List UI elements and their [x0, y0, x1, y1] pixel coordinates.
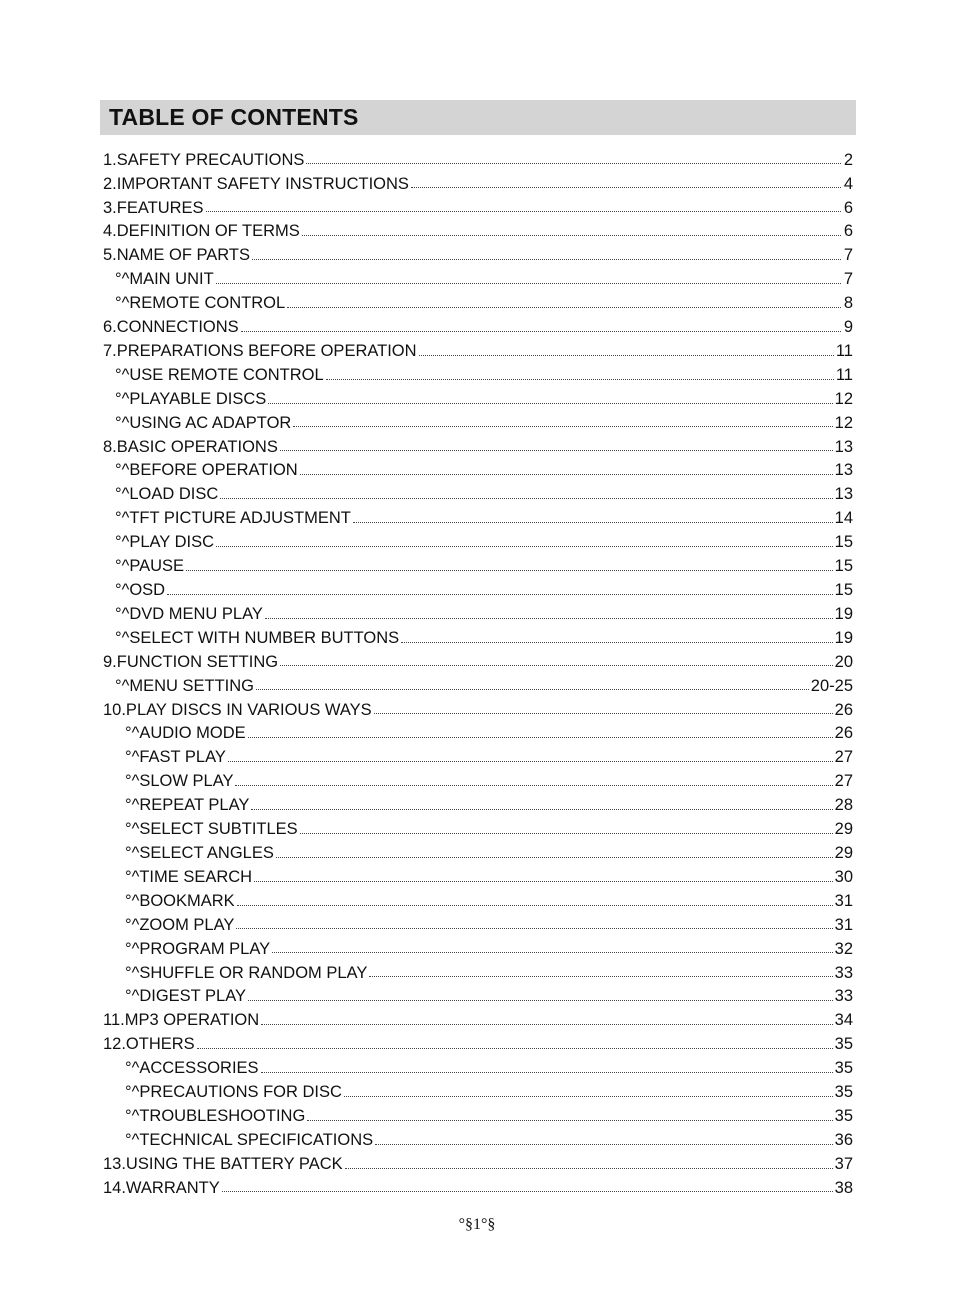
toc-entry-page: 12 — [834, 413, 853, 432]
toc-entry-label: °^ZOOM PLAY — [125, 915, 235, 934]
dot-leader — [401, 642, 832, 643]
toc-entry-page: 4 — [843, 174, 853, 193]
toc-entry-page: 36 — [834, 1130, 853, 1149]
dot-leader — [287, 307, 841, 308]
dot-leader — [220, 498, 832, 499]
toc-entry — [103, 698, 853, 722]
toc-entry-page: 6 — [843, 222, 853, 241]
toc-entry — [103, 315, 853, 339]
toc-entry-page: 19 — [834, 628, 853, 647]
toc-entry-page: 7 — [843, 270, 853, 289]
dot-leader — [228, 761, 833, 762]
toc-entry — [103, 1104, 853, 1128]
toc-entry — [103, 746, 853, 770]
toc-entry — [103, 913, 853, 937]
toc-entry-page: 35 — [834, 1083, 853, 1102]
toc-entry-label: 13.USING THE BATTERY PACK — [103, 1154, 343, 1173]
toc-entry-label: °^TIME SEARCH — [125, 867, 253, 886]
toc-entry — [103, 459, 853, 483]
dot-leader — [248, 737, 833, 738]
toc-entry-label: °^SHUFFLE OR RANDOM PLAY — [125, 963, 368, 982]
dot-leader — [235, 785, 832, 786]
dot-leader — [419, 355, 834, 356]
toc-entry-label: 2.IMPORTANT SAFETY INSTRUCTIONS — [103, 174, 409, 193]
toc-entry-page: 26 — [834, 724, 853, 743]
dot-leader — [276, 857, 833, 858]
toc-entry-label: °^OSD — [115, 581, 166, 600]
toc-entry-page: 34 — [834, 1011, 853, 1030]
dot-leader — [268, 403, 832, 404]
toc-entry-label: °^SELECT WITH NUMBER BUTTONS — [115, 628, 400, 647]
toc-entry-page: 19 — [834, 604, 853, 623]
toc-entry-label: °^FAST PLAY — [125, 748, 226, 767]
toc-entry-label: 7.PREPARATIONS BEFORE OPERATION — [103, 341, 417, 360]
dot-leader — [222, 1191, 833, 1192]
toc-entry-label: 3.FEATURES — [103, 198, 204, 217]
toc-entry-label: 4.DEFINITION OF TERMS — [103, 222, 300, 241]
toc-entry-page: 15 — [834, 557, 853, 576]
toc-entry — [103, 1128, 853, 1152]
toc-entry-page: 14 — [834, 509, 853, 528]
toc-entry — [103, 435, 853, 459]
toc-entry-page: 28 — [834, 796, 853, 815]
toc-entry-label: °^REPEAT PLAY — [125, 796, 250, 815]
toc-entry-page: 13 — [834, 461, 853, 480]
toc-entry-label: °^BOOKMARK — [125, 891, 235, 910]
dot-leader — [251, 809, 832, 810]
dot-leader — [411, 187, 841, 188]
dot-leader — [302, 235, 841, 236]
toc-entry-label: °^REMOTE CONTROL — [115, 294, 286, 313]
toc-entry-label: °^PROGRAM PLAY — [125, 939, 271, 958]
dot-leader — [236, 928, 832, 929]
dot-leader — [369, 976, 832, 977]
toc-entry — [103, 1152, 853, 1176]
toc-entry — [103, 220, 853, 244]
toc-entry-label: 11.MP3 OPERATION — [103, 1011, 260, 1030]
toc-entry — [103, 1080, 853, 1104]
toc-entry-label: 10.PLAY DISCS IN VARIOUS WAYS — [103, 700, 372, 719]
toc-entry — [103, 865, 853, 889]
toc-entry-label: 12.OTHERS — [103, 1035, 195, 1054]
dot-leader — [252, 259, 841, 260]
dot-leader — [300, 833, 833, 834]
toc-entry-page: 6 — [843, 198, 853, 217]
toc-entry — [103, 172, 853, 196]
toc-entry-page: 27 — [834, 748, 853, 767]
dot-leader — [272, 952, 832, 953]
toc-entry — [103, 770, 853, 794]
toc-entry-page: 15 — [834, 581, 853, 600]
toc-entry — [103, 196, 853, 220]
dot-leader — [344, 1096, 833, 1097]
toc-entry-label: 5.NAME OF PARTS — [103, 246, 251, 265]
toc-entry-label: °^TECHNICAL SPECIFICATIONS — [125, 1130, 374, 1149]
toc-entry-page: 35 — [834, 1035, 853, 1054]
toc-entry — [103, 602, 853, 626]
toc-entry-label: °^DVD MENU PLAY — [115, 604, 263, 623]
toc-entry-page: 11 — [835, 365, 853, 384]
dot-leader — [167, 594, 833, 595]
toc-entry-label: °^SELECT ANGLES — [125, 843, 274, 862]
dot-leader — [197, 1048, 833, 1049]
toc-entry — [103, 1033, 853, 1057]
toc-entry-label: °^PLAYABLE DISCS — [115, 389, 267, 408]
toc-entry-label: °^PRECAUTIONS FOR DISC — [125, 1083, 342, 1102]
dot-leader — [241, 331, 841, 332]
toc-entry — [103, 483, 853, 507]
dot-leader — [306, 163, 841, 164]
toc-entry — [103, 148, 853, 172]
toc-entry-page: 9 — [843, 318, 853, 337]
toc-entry-label: °^ACCESSORIES — [125, 1059, 259, 1078]
toc-entry — [103, 961, 853, 985]
toc-entry — [103, 937, 853, 961]
toc-entry-page: 33 — [834, 963, 853, 982]
toc-entry — [103, 411, 853, 435]
toc-entry-page: 2 — [843, 150, 853, 169]
toc-entry-page: 11 — [835, 341, 853, 360]
dot-leader — [293, 426, 832, 427]
toc-entry — [103, 363, 853, 387]
toc-entry-label: °^TFT PICTURE ADJUSTMENT — [115, 509, 351, 528]
toc-entry — [103, 268, 853, 292]
toc-entry — [103, 817, 853, 841]
dot-leader — [353, 522, 833, 523]
toc-entry — [103, 985, 853, 1009]
toc-entry-label: °^TROUBLESHOOTING — [125, 1106, 306, 1125]
toc-entry-page: 13 — [834, 437, 853, 456]
dot-leader — [254, 881, 833, 882]
dot-leader — [375, 1144, 833, 1145]
toc-entry-label: °^LOAD DISC — [115, 485, 219, 504]
toc-entry-page: 20-25 — [810, 676, 853, 695]
toc-entry-label: 8.BASIC OPERATIONS — [103, 437, 278, 456]
toc-entry — [103, 531, 853, 555]
toc-entry — [103, 1176, 853, 1200]
toc-entry-page: 15 — [834, 533, 853, 552]
dot-leader — [261, 1024, 832, 1025]
toc-entry-label: °^DIGEST PLAY — [125, 987, 247, 1006]
dot-leader — [248, 1000, 833, 1001]
toc-entry-page: 7 — [843, 246, 853, 265]
dot-leader — [280, 450, 833, 451]
dot-leader — [206, 211, 841, 212]
toc-entry-label: °^PLAY DISC — [115, 533, 215, 552]
dot-leader — [186, 570, 833, 571]
toc-entry-label: °^BEFORE OPERATION — [115, 461, 298, 480]
toc-entry-page: 33 — [834, 987, 853, 1006]
dot-leader — [280, 665, 833, 666]
toc-entry — [103, 841, 853, 865]
toc-entry-label: °^SELECT SUBTITLES — [125, 820, 298, 839]
toc-entry-page: 26 — [834, 700, 853, 719]
dot-leader — [300, 474, 833, 475]
toc-entry — [103, 1009, 853, 1033]
toc-entry-label: °^USING AC ADAPTOR — [115, 413, 292, 432]
toc-entry-page: 29 — [834, 820, 853, 839]
dot-leader — [261, 1072, 833, 1073]
dot-leader — [216, 283, 841, 284]
toc-entry-page: 12 — [834, 389, 853, 408]
page-title: TABLE OF CONTENTS — [109, 104, 359, 130]
toc-entry — [103, 387, 853, 411]
toc-entry — [103, 626, 853, 650]
toc-entry — [103, 650, 853, 674]
toc-entry — [103, 722, 853, 746]
toc-entry-label: °^USE REMOTE CONTROL — [115, 365, 324, 384]
toc-entry-page: 8 — [843, 294, 853, 313]
toc-entry-page: 37 — [834, 1154, 853, 1173]
dot-leader — [345, 1168, 833, 1169]
toc-entry — [103, 507, 853, 531]
toc-entry-label: °^AUDIO MODE — [125, 724, 246, 743]
toc-entry-label: 9.FUNCTION SETTING — [103, 652, 279, 671]
dot-leader — [307, 1120, 832, 1121]
toc-entry-page: 35 — [834, 1059, 853, 1078]
toc-entry — [103, 339, 853, 363]
title-bar — [100, 100, 856, 135]
table-of-contents — [103, 148, 853, 1200]
toc-entry — [103, 889, 853, 913]
toc-entry — [103, 244, 853, 268]
toc-entry-label: °^SLOW PLAY — [125, 772, 234, 791]
toc-entry-page: 27 — [834, 772, 853, 791]
page-number: °§1°§ — [458, 1216, 496, 1233]
dot-leader — [326, 379, 834, 380]
dot-leader — [237, 905, 833, 906]
toc-entry — [103, 291, 853, 315]
dot-leader — [256, 689, 809, 690]
toc-entry — [103, 793, 853, 817]
toc-entry-label: °^MAIN UNIT — [115, 270, 214, 289]
dot-leader — [374, 713, 833, 714]
toc-entry — [103, 674, 853, 698]
toc-entry-page: 30 — [834, 867, 853, 886]
toc-entry-page: 13 — [834, 485, 853, 504]
dot-leader — [265, 618, 833, 619]
toc-entry — [103, 1056, 853, 1080]
toc-entry-page: 31 — [834, 891, 853, 910]
toc-entry-page: 35 — [834, 1106, 853, 1125]
toc-entry-page: 20 — [834, 652, 853, 671]
toc-entry-label: 14.WARRANTY — [103, 1178, 220, 1197]
toc-entry-page: 32 — [834, 939, 853, 958]
toc-entry-label: 1.SAFETY PRECAUTIONS — [103, 150, 305, 169]
dot-leader — [216, 546, 833, 547]
toc-entry-label: 6.CONNECTIONS — [103, 318, 239, 337]
toc-entry — [103, 578, 853, 602]
toc-entry — [103, 554, 853, 578]
toc-entry-page: 31 — [834, 915, 853, 934]
toc-entry-page: 38 — [834, 1178, 853, 1197]
toc-entry-page: 29 — [834, 843, 853, 862]
toc-entry-label: °^MENU SETTING — [115, 676, 255, 695]
toc-entry-label: °^PAUSE — [115, 557, 185, 576]
